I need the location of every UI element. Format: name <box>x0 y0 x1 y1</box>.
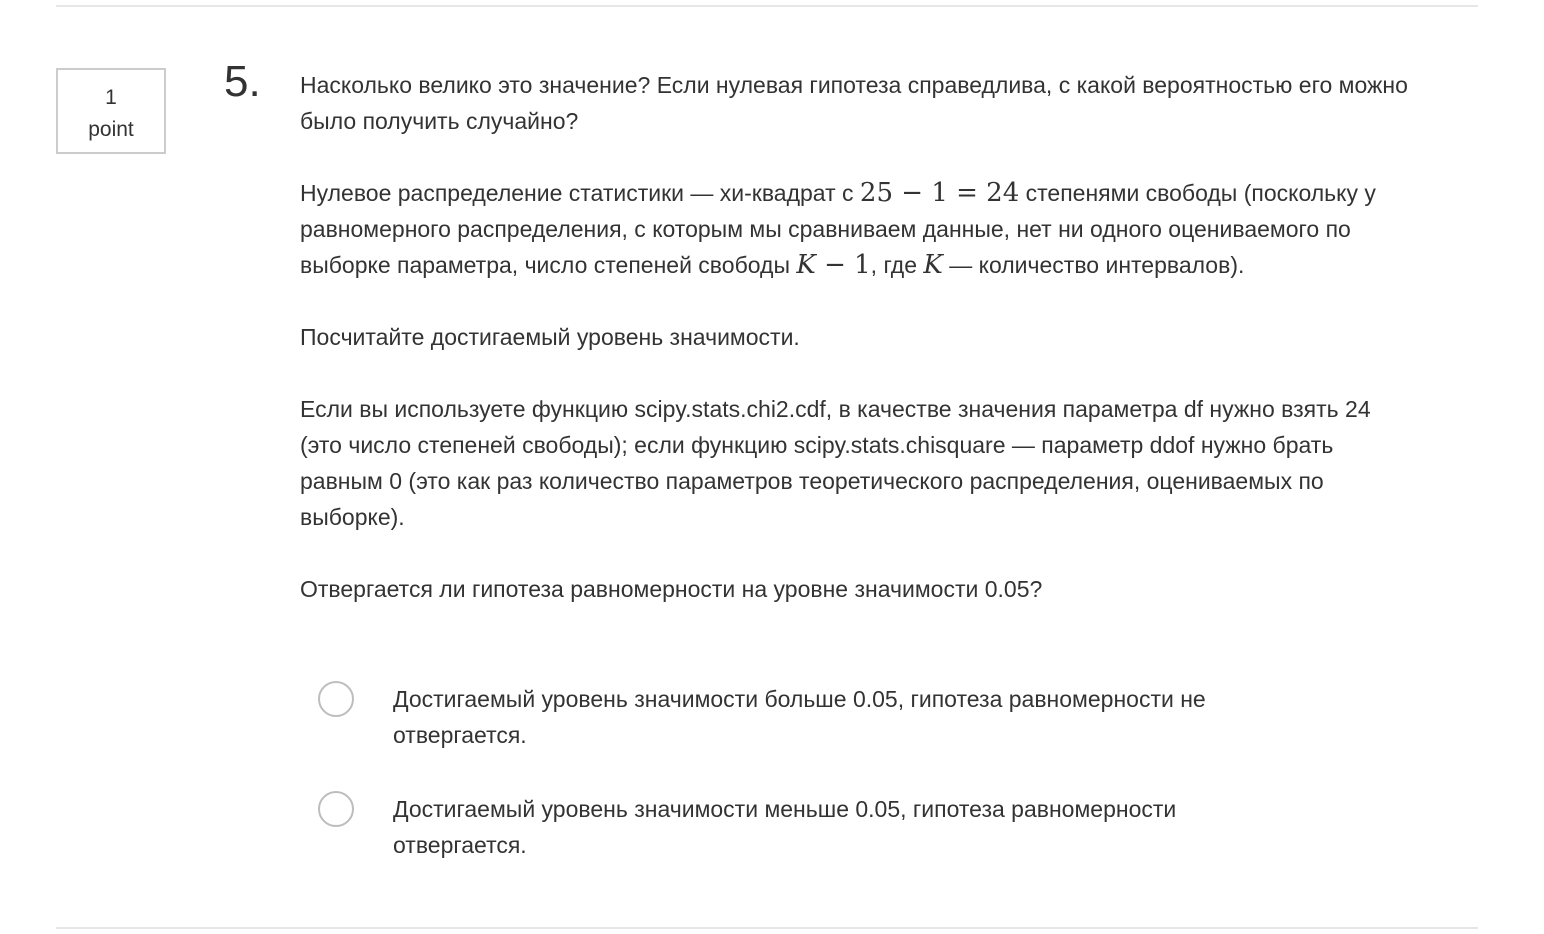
math-degrees-expression: 25 − 1 = 24 <box>859 178 1020 208</box>
question-paragraph-4: Если вы используете функцию scipy.stats.chi2.cdf, в качестве значения параметра df нужно взять 24 (это число степеней свободы); если функцию scipy.stats.chisquare — параметр ddof нужно брать равным 0 (это как раз количество параметров теоретического распределения, оцениваемых по выборке). <box>300 396 1371 530</box>
math-k-var: K <box>796 250 816 280</box>
radio-button-option-2[interactable] <box>318 791 354 827</box>
question-paragraph-1: Насколько велико это значение? Если нулевая гипотеза справедлива, с какой вероятностью его можно было получить случайно? <box>300 72 1408 134</box>
top-divider <box>56 5 1478 7</box>
bottom-divider <box>56 927 1478 929</box>
answer-option-2-label[interactable]: Достигаемый уровень значимости меньше 0.05, гипотеза равномерности отвергается. <box>393 796 1177 858</box>
p2-text-c: , где <box>870 252 918 278</box>
points-value: 1 <box>105 86 117 109</box>
math-minus-1: − 1 <box>815 250 871 280</box>
p2-text-a: Нулевое распределение статистики — хи-квадрат с <box>300 180 854 206</box>
question-paragraph-5: Отвергается ли гипотеза равномерности на уровне значимости 0.05? <box>300 576 1043 602</box>
question-paragraph-2 <box>300 175 1410 283</box>
question-number: 5. <box>224 57 261 106</box>
p2-text-b: степенями свободы (поскольку у равномерного распределения, с которым мы сравниваем данные, нет ни одного оцениваемого по выборке параметра, число степеней свободы <box>300 180 1376 278</box>
p2-text-d: — количество интервалов). <box>949 252 1245 278</box>
math-k <box>923 250 942 280</box>
question-paragraph-3: Посчитайте достигаемый уровень значимости. <box>300 324 800 350</box>
question-text <box>300 67 1410 643</box>
points-badge <box>56 68 166 154</box>
answer-option-1-label[interactable]: Достигаемый уровень значимости больше 0.05, гипотеза равномерности не отвергается. <box>393 686 1206 748</box>
math-k-minus-1 <box>796 250 870 280</box>
radio-button-option-1[interactable] <box>318 681 354 717</box>
math-k-var-2: K <box>923 250 943 280</box>
points-unit: point <box>88 118 134 141</box>
